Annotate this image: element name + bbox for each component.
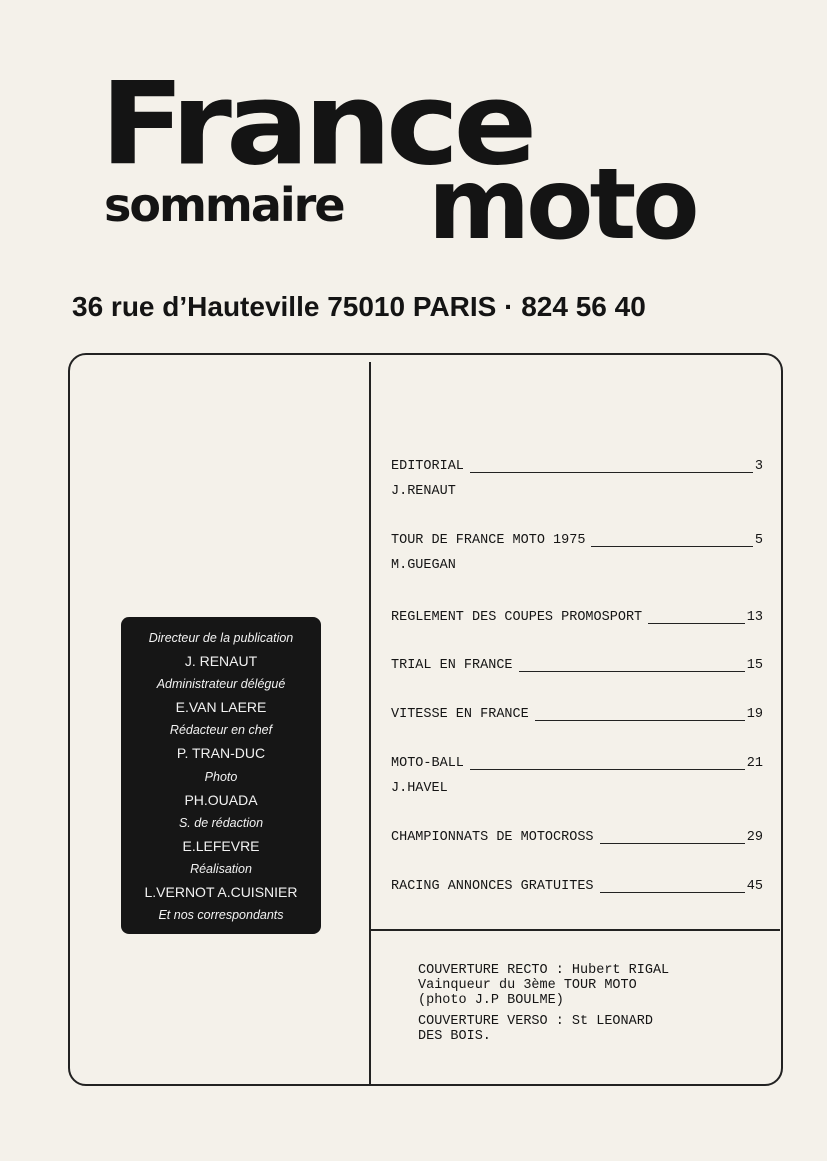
toc-entry	[391, 610, 763, 628]
staff-person: E.LEFEVRE	[182, 837, 260, 854]
cover-recto: COUVERTURE RECTO : Hubert RIGAL Vainqueur du 3ème TOUR MOTO (photo J.P BOULME)	[418, 963, 670, 1008]
toc-entry	[391, 707, 763, 725]
toc-page-number: 29	[746, 830, 763, 845]
toc-page-number: 45	[746, 879, 763, 894]
staff-person: P. TRAN-DUC	[176, 745, 266, 762]
toc-author: M.GUEGAN	[391, 558, 456, 573]
toc-entry	[391, 756, 763, 774]
staff-role: Directeur de la publication	[148, 631, 294, 645]
toc-entry	[391, 459, 763, 477]
section-divider	[370, 929, 780, 931]
logo-sommaire: sommaire	[104, 178, 344, 232]
staff-role: Réalisation	[190, 861, 252, 876]
cover-credits	[418, 963, 768, 1050]
toc-page-number: 19	[746, 707, 763, 722]
logo-moto: moto	[428, 148, 696, 262]
staff-person: PH.OUADA	[184, 791, 258, 808]
staff-role: S. de rédaction	[178, 815, 264, 830]
staff-role: Rédacteur en chef	[169, 723, 273, 738]
toc-title: TOUR DE FRANCE MOTO 1975	[391, 533, 591, 548]
toc-title: CHAMPIONNATS DE MOTOCROSS	[391, 830, 600, 845]
toc-page-number: 3	[754, 459, 763, 474]
publisher-address: 36 rue d’Hauteville 75010 PARIS · 824 56 40	[72, 291, 646, 322]
toc-entry	[391, 879, 763, 897]
cover-verso: COUVERTURE VERSO : St LEONARD DES BOIS.	[418, 1014, 653, 1044]
toc-page-number: 5	[754, 533, 763, 548]
toc-title: REGLEMENT DES COUPES PROMOSPORT	[391, 610, 648, 625]
toc-title: MOTO-BALL	[391, 756, 470, 771]
staff-person: L.VERNOT A.CUISNIER	[144, 884, 298, 901]
toc-title: VITESSE EN FRANCE	[391, 707, 535, 722]
logo-france: France	[100, 58, 532, 192]
staff-role: Et nos correspondants	[158, 908, 284, 923]
staff-box	[121, 617, 321, 934]
toc-title: RACING ANNONCES GRATUITES	[391, 879, 600, 894]
toc-title: EDITORIAL	[391, 459, 470, 474]
toc-page-number: 13	[746, 610, 763, 625]
toc-entry	[391, 658, 763, 676]
staff-role: Photo	[204, 769, 238, 784]
toc-page-number: 15	[746, 658, 763, 673]
toc-entry	[391, 830, 763, 848]
toc-entry	[391, 533, 763, 551]
toc-author: J.RENAUT	[391, 484, 456, 499]
staff-person: E.VAN LAERE	[175, 699, 267, 716]
toc-page-number: 21	[746, 756, 763, 771]
column-divider	[369, 362, 371, 1084]
toc-title: TRIAL EN FRANCE	[391, 658, 519, 673]
staff-role: Administrateur délégué	[156, 677, 286, 692]
staff-person: J. RENAUT	[184, 653, 258, 670]
toc-author: J.HAVEL	[391, 781, 448, 796]
